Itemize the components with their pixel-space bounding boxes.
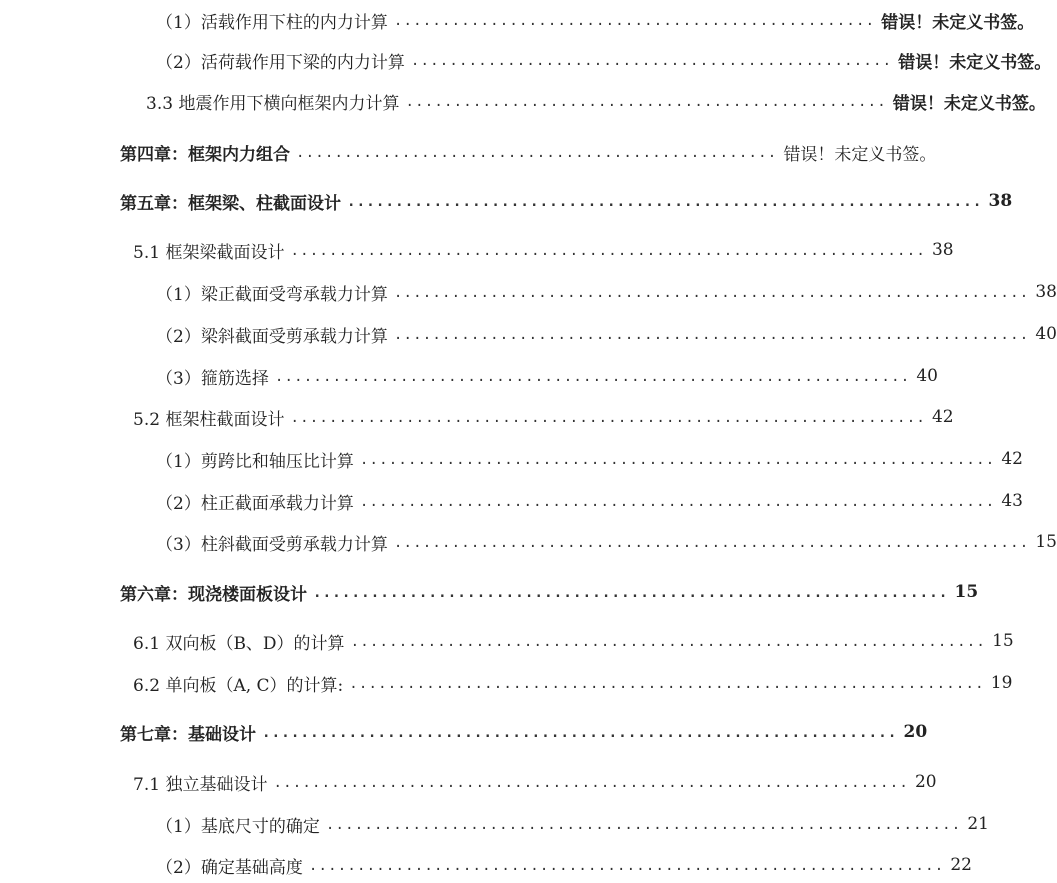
dot-leader: .................................................................. bbox=[359, 494, 996, 510]
dot-leader: .................................................................. bbox=[274, 369, 911, 385]
toc-entry-page: 15 bbox=[992, 631, 1014, 651]
toc-chapter-title: 第四章：框架内力组合 bbox=[120, 144, 290, 165]
toc-entry-title: （1）剪跨比和轴压比计算 bbox=[156, 451, 354, 472]
dot-leader: .................................................................. bbox=[273, 775, 909, 791]
toc-entry-page: 42 bbox=[931, 407, 954, 427]
dot-leader: .................................................................. bbox=[290, 410, 926, 426]
toc-entry-page: 错误！未定义书签。 bbox=[898, 52, 1052, 73]
dot-leader: .................................................................. bbox=[262, 725, 898, 741]
toc-entry-page: 42 bbox=[1001, 449, 1023, 469]
dot-leader: .................................................. bbox=[405, 94, 887, 110]
toc-chapter-title: 第七章：基础设计 bbox=[120, 724, 256, 745]
dot-leader: .................................................................. bbox=[393, 285, 1030, 301]
toc-entry[interactable] bbox=[0, 236, 954, 264]
dot-leader: .................................................. bbox=[296, 145, 778, 161]
toc-entry[interactable] bbox=[0, 87, 1046, 115]
toc-entry[interactable] bbox=[0, 278, 1057, 306]
dot-leader: .................................................. bbox=[410, 53, 893, 69]
dot-leader: .................................................................. bbox=[313, 585, 949, 601]
toc-entry[interactable] bbox=[0, 851, 972, 879]
toc-entry-title: 5.2 框架柱截面设计 bbox=[133, 409, 285, 430]
toc-entry-title: 3.3 地震作用下横向框架内力计算 bbox=[146, 93, 400, 114]
toc-entry-page: 38 bbox=[931, 240, 954, 260]
toc-entry[interactable] bbox=[0, 627, 1014, 655]
toc-chapter[interactable] bbox=[0, 718, 928, 746]
toc-chapter-page: 15 bbox=[954, 582, 979, 602]
dot-leader: .................................................................. bbox=[349, 676, 985, 692]
toc-entry-title: （1）梁正截面受弯承载力计算 bbox=[156, 284, 388, 305]
toc-entry-title: （1）基底尺寸的确定 bbox=[156, 816, 320, 837]
toc-entry-title: 5.1 框架梁截面设计 bbox=[133, 242, 285, 263]
toc-entry[interactable] bbox=[0, 768, 937, 796]
toc-entry-title: （2）活荷载作用下梁的内力计算 bbox=[156, 52, 405, 73]
toc-entry-title: （1）活载作用下柱的内力计算 bbox=[156, 12, 388, 33]
toc-entry[interactable] bbox=[0, 445, 1023, 473]
toc-chapter[interactable] bbox=[0, 578, 979, 606]
toc-entry-title: （3）柱斜截面受剪承载力计算 bbox=[156, 534, 388, 555]
toc-chapter[interactable] bbox=[0, 187, 1013, 215]
toc-chapter-page: 38 bbox=[988, 191, 1013, 211]
toc-chapter[interactable] bbox=[0, 138, 937, 166]
toc-entry-page: 38 bbox=[1035, 282, 1057, 302]
toc-entry-page: 40 bbox=[916, 366, 938, 386]
toc-entry-page: 43 bbox=[1001, 491, 1023, 511]
toc-entry-page: 40 bbox=[1035, 324, 1057, 344]
toc-entry-title: 6.1 双向板（B、D）的计算 bbox=[133, 633, 345, 654]
dot-leader: .................................................................. bbox=[325, 817, 962, 833]
toc-entry[interactable] bbox=[0, 528, 1057, 556]
toc-entry[interactable] bbox=[0, 320, 1057, 348]
dot-leader: .................................................................. bbox=[290, 243, 926, 259]
toc-entry[interactable] bbox=[0, 669, 1013, 697]
toc-chapter-title: 第六章：现浇楼面板设计 bbox=[120, 584, 307, 605]
toc-entry-page: 19 bbox=[990, 673, 1013, 693]
dot-leader: .................................................................. bbox=[359, 452, 996, 468]
dot-leader: .................................................................. bbox=[347, 194, 983, 210]
toc-chapter-page: 错误！未定义书签。 bbox=[783, 144, 937, 165]
toc-chapter-page: 20 bbox=[903, 722, 928, 742]
toc-entry[interactable] bbox=[0, 6, 1035, 34]
dot-leader: .................................................. bbox=[393, 13, 876, 29]
toc-entry-title: 7.1 独立基础设计 bbox=[133, 774, 268, 795]
toc-entry-page: 21 bbox=[967, 814, 989, 834]
toc-entry-title: （2）柱正截面承载力计算 bbox=[156, 493, 354, 514]
toc-entry-page: 20 bbox=[914, 772, 937, 792]
toc-entry-page: 22 bbox=[950, 855, 972, 875]
toc-entry-page: 15 bbox=[1035, 532, 1057, 552]
toc-entry[interactable] bbox=[0, 46, 1052, 74]
dot-leader: .................................................................. bbox=[350, 634, 987, 650]
dot-leader: .................................................................. bbox=[308, 858, 945, 874]
toc-chapter-title: 第五章：框架梁、柱截面设计 bbox=[120, 193, 341, 214]
toc-entry[interactable] bbox=[0, 810, 989, 838]
toc-entry-title: 6.2 单向板（A, C）的计算: bbox=[133, 675, 344, 696]
dot-leader: .................................................................. bbox=[393, 327, 1030, 343]
toc-entry[interactable] bbox=[0, 403, 954, 431]
toc-entry-title: （2）确定基础高度 bbox=[156, 857, 303, 878]
toc-entry-page: 错误！未定义书签。 bbox=[892, 93, 1046, 114]
toc-entry-title: （3）箍筋选择 bbox=[156, 368, 269, 389]
toc-entry[interactable] bbox=[0, 362, 938, 390]
toc-entry-page: 错误！未定义书签。 bbox=[881, 12, 1035, 33]
toc-entry-title: （2）梁斜截面受剪承载力计算 bbox=[156, 326, 388, 347]
dot-leader: .................................................................. bbox=[393, 535, 1030, 551]
toc-entry[interactable] bbox=[0, 487, 1023, 515]
